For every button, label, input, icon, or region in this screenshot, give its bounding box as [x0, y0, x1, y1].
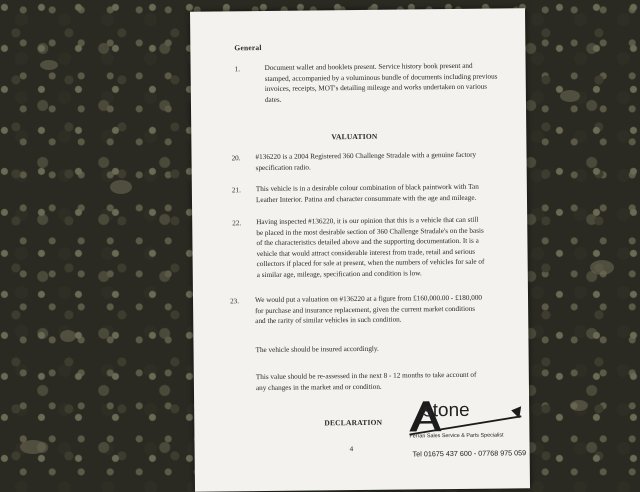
granite-speck — [20, 440, 46, 454]
general-item-1-text — [265, 60, 515, 105]
logo-subtitle: Ferrari Sales Service & Parts Specialist — [409, 432, 504, 440]
text-line: invoices, receipts, MOT's detailing mileage and works undertaken on various — [264, 82, 488, 94]
valuation-item-21-text — [256, 181, 518, 205]
text-line: This value should be re-assessed in the next 8 - 12 months to take account of — [255, 370, 477, 382]
text-line: be placed in the most desirable section of 360 Challenge Stradale's on the basis — [256, 226, 484, 237]
declaration-heading: DECLARATION — [324, 417, 383, 428]
astone-logo-word — [423, 400, 470, 422]
valuation-item-20-text — [255, 149, 517, 173]
astone-logo — [407, 396, 526, 467]
text-line: vehicle that would attract considerable interest from trade, retail and serious — [256, 247, 476, 258]
text-line: #136220 is a 2004 Registered 360 Challenge Stradale with a genuine factory — [255, 150, 477, 162]
granite-speck — [110, 180, 132, 194]
granite-speck — [60, 330, 76, 342]
text-line: We would put a valuation on #136220 at a figure from £160,000.00 - £180,000 — [254, 293, 483, 305]
valuation-heading: VALUATION — [331, 131, 378, 142]
logo-wordmark: stone — [423, 399, 470, 422]
text-line: Having inspected #136220, it is our opinion that this is a vehicle that can still — [256, 215, 479, 227]
valuation-item-23-text — [255, 292, 519, 327]
reassess-text — [256, 369, 520, 393]
page-number: 4 — [349, 445, 354, 454]
granite-speck — [570, 400, 588, 411]
item-number: 23. — [230, 297, 240, 306]
item-number: 1. — [234, 65, 241, 74]
text-line: Document wallet and booklets present. Service history book present and — [264, 61, 473, 72]
text-line: Leather Interior. Patina and character consummate with the age and mileage. — [255, 193, 477, 204]
general-heading: General — [234, 43, 262, 53]
granite-speck — [590, 260, 614, 275]
text-line: This vehicle is in a desirable colour combination of black paintwork with Tan — [255, 182, 479, 194]
insured-note: The vehicle should be insured accordingly. — [255, 344, 379, 355]
granite-speck — [40, 60, 58, 70]
text-line: collectors if placed for sale at present, when the numbers of vehicles for sale of — [256, 258, 485, 269]
text-line: of the characteristics detailed above and the supporting documentation. It is a — [256, 236, 479, 248]
logo-telephone: Tel 01675 437 600 - 07768 975 059 — [412, 448, 527, 459]
granite-speck — [560, 90, 580, 102]
text-line: for purchase and insurance replacement, given the current market conditions — [255, 304, 476, 315]
text-line: specification radio. — [255, 163, 311, 172]
item-number: 20. — [231, 154, 241, 163]
item-number: 21. — [231, 186, 241, 195]
text-line: dates. — [264, 95, 282, 104]
text-line: stamped, accompanied by a voluminous bundle of documents including previous — [264, 72, 498, 83]
valuation-item-22-text — [256, 214, 519, 280]
text-line: any changes in the market and or condition. — [255, 382, 382, 392]
document-page — [190, 8, 530, 491]
item-number: 22. — [232, 219, 242, 228]
text-line: and the rarity of similar vehicles in such condition. — [255, 315, 402, 326]
text-line: a similar age, mileage, specification and condition is low. — [256, 269, 422, 280]
